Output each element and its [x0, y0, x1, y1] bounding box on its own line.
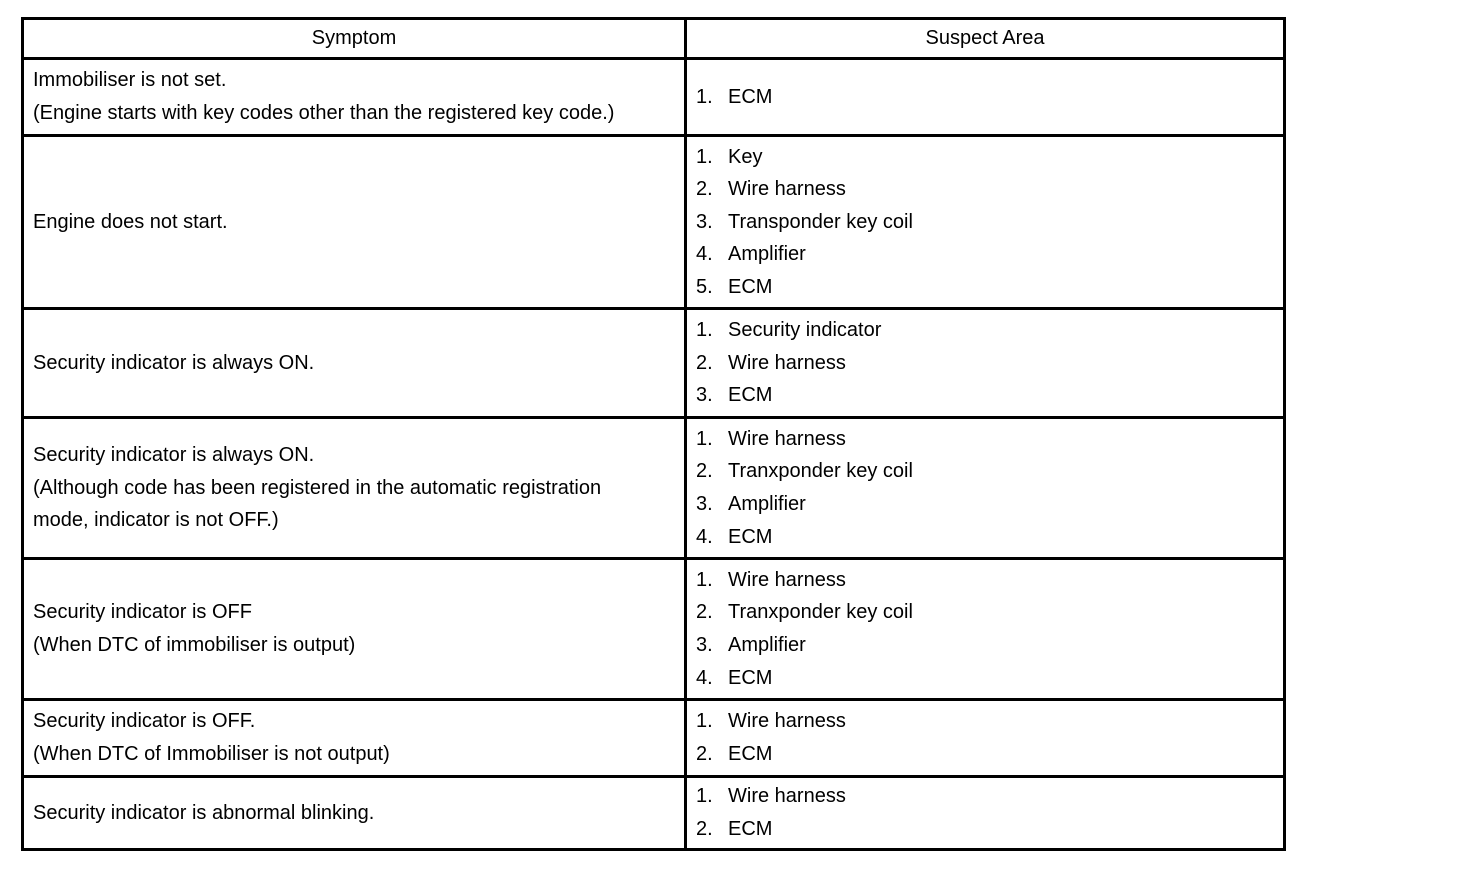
symptom-cell	[23, 700, 686, 777]
symptom-text-line: (When DTC of Immobiliser is not output)	[33, 743, 390, 765]
suspect-area-item	[696, 813, 1275, 846]
troubleshooting-sheet	[21, 17, 1283, 851]
suspect-area-cell	[686, 777, 1285, 850]
symptom-cell	[23, 559, 686, 700]
symptom-text-line: Security indicator is OFF	[33, 601, 252, 624]
symptom-column-header: Symptom	[23, 19, 686, 59]
symptom-text-line: Security indicator is always ON.	[33, 444, 315, 467]
symptom-text-line: Immobiliser is not set.	[33, 69, 227, 92]
symptom-cell	[23, 418, 686, 559]
suspect-area-item	[696, 238, 1275, 271]
item-label: Security indicator	[728, 319, 882, 342]
table-row	[23, 59, 1285, 136]
symptom-cell	[23, 309, 686, 418]
suspect-area-item	[696, 662, 1275, 695]
item-label: ECM	[728, 666, 773, 689]
suspect-area-list	[696, 705, 1275, 770]
suspect-area-item	[696, 455, 1275, 488]
item-label: Tranxponder key coil	[728, 601, 913, 624]
item-number: 5.	[696, 275, 713, 298]
item-number: 1.	[696, 145, 713, 168]
item-label: ECM	[728, 525, 773, 548]
suspect-area-item	[696, 564, 1275, 597]
item-label: Wire harness	[728, 568, 846, 591]
item-number: 3.	[696, 210, 713, 233]
item-label: Wire harness	[728, 351, 846, 374]
table-row	[23, 309, 1285, 418]
symptom-cell	[23, 59, 686, 136]
item-label: Amplifier	[728, 493, 806, 515]
item-label: Tranxponder key coil	[728, 460, 913, 483]
suspect-area-item	[696, 314, 1275, 347]
suspect-area-list	[696, 564, 1275, 694]
item-number: 1.	[696, 319, 713, 342]
table-row	[23, 418, 1285, 559]
symptom-table	[21, 17, 1286, 851]
item-number: 2.	[696, 351, 713, 374]
item-number: 2.	[696, 460, 713, 483]
symptom-text-line: (Engine starts with key codes other than the registered key code.)	[33, 102, 615, 124]
item-label: ECM	[728, 818, 773, 840]
suspect-area-item	[696, 271, 1275, 304]
symptom-text-line: Engine does not start.	[33, 210, 228, 233]
item-number: 1.	[696, 710, 713, 733]
symptom-text-line: (When DTC of immobiliser is output)	[33, 634, 356, 656]
item-label: Transponder key coil	[728, 210, 913, 233]
table-row	[23, 777, 1285, 850]
item-number: 3.	[696, 493, 713, 515]
suspect-area-item	[696, 780, 1275, 813]
symptom-text-line: Security indicator is abnormal blinking.	[33, 801, 375, 824]
table-body	[23, 59, 1285, 850]
suspect-area-item	[696, 423, 1275, 456]
suspect-area-cell	[686, 136, 1285, 309]
suspect-area-item	[696, 206, 1275, 239]
suspect-area-list	[696, 141, 1275, 304]
suspect-area-item	[696, 173, 1275, 206]
item-label: ECM	[728, 384, 773, 407]
item-number: 1.	[696, 785, 713, 808]
suspect-area-item	[696, 705, 1275, 738]
suspect-area-column-header: Suspect Area	[686, 19, 1285, 59]
suspect-area-item	[696, 596, 1275, 629]
suspect-area-list	[696, 423, 1275, 553]
item-number: 1.	[696, 427, 713, 450]
suspect-area-cell	[686, 309, 1285, 418]
suspect-area-item	[696, 347, 1275, 380]
item-label: Wire harness	[728, 178, 846, 201]
item-number: 2.	[696, 743, 713, 765]
symptom-cell	[23, 777, 686, 850]
suspect-area-cell	[686, 559, 1285, 700]
item-number: 1.	[696, 85, 713, 108]
suspect-area-item	[696, 379, 1275, 412]
item-label: ECM	[728, 85, 773, 108]
item-label: Wire harness	[728, 710, 846, 733]
item-label: Wire harness	[728, 427, 846, 450]
suspect-area-cell	[686, 59, 1285, 136]
table-row	[23, 700, 1285, 777]
suspect-area-item	[696, 629, 1275, 662]
suspect-area-item	[696, 738, 1275, 771]
item-label: Key	[728, 145, 763, 168]
item-number: 4.	[696, 243, 713, 266]
table-row	[23, 559, 1285, 700]
item-number: 3.	[696, 634, 713, 656]
item-label: ECM	[728, 743, 773, 765]
item-label: Amplifier	[728, 243, 806, 266]
symptom-text-line: (Although code has been registered in the automatic registration	[33, 476, 602, 499]
symptom-text-line: mode, indicator is not OFF.)	[33, 509, 279, 532]
suspect-area-item	[696, 488, 1275, 521]
symptom-cell	[23, 136, 686, 309]
item-number: 2.	[696, 818, 713, 840]
suspect-area-list	[696, 780, 1275, 845]
item-number: 3.	[696, 384, 713, 407]
symptom-text-line: Security indicator is always ON.	[33, 351, 315, 374]
suspect-area-item	[696, 521, 1275, 554]
header-row	[23, 19, 1285, 59]
suspect-area-list	[696, 81, 1275, 114]
suspect-area-item	[696, 81, 1275, 114]
symptom-text-line: Security indicator is OFF.	[33, 710, 256, 733]
item-label: Wire harness	[728, 785, 846, 808]
item-label: Amplifier	[728, 634, 806, 656]
item-number: 2.	[696, 601, 713, 624]
suspect-area-item	[696, 141, 1275, 174]
item-number: 1.	[696, 568, 713, 591]
suspect-area-list	[696, 314, 1275, 412]
suspect-area-cell	[686, 700, 1285, 777]
item-label: ECM	[728, 275, 773, 298]
suspect-area-cell	[686, 418, 1285, 559]
item-number: 4.	[696, 666, 713, 689]
item-number: 2.	[696, 178, 713, 201]
table-row	[23, 136, 1285, 309]
item-number: 4.	[696, 525, 713, 548]
